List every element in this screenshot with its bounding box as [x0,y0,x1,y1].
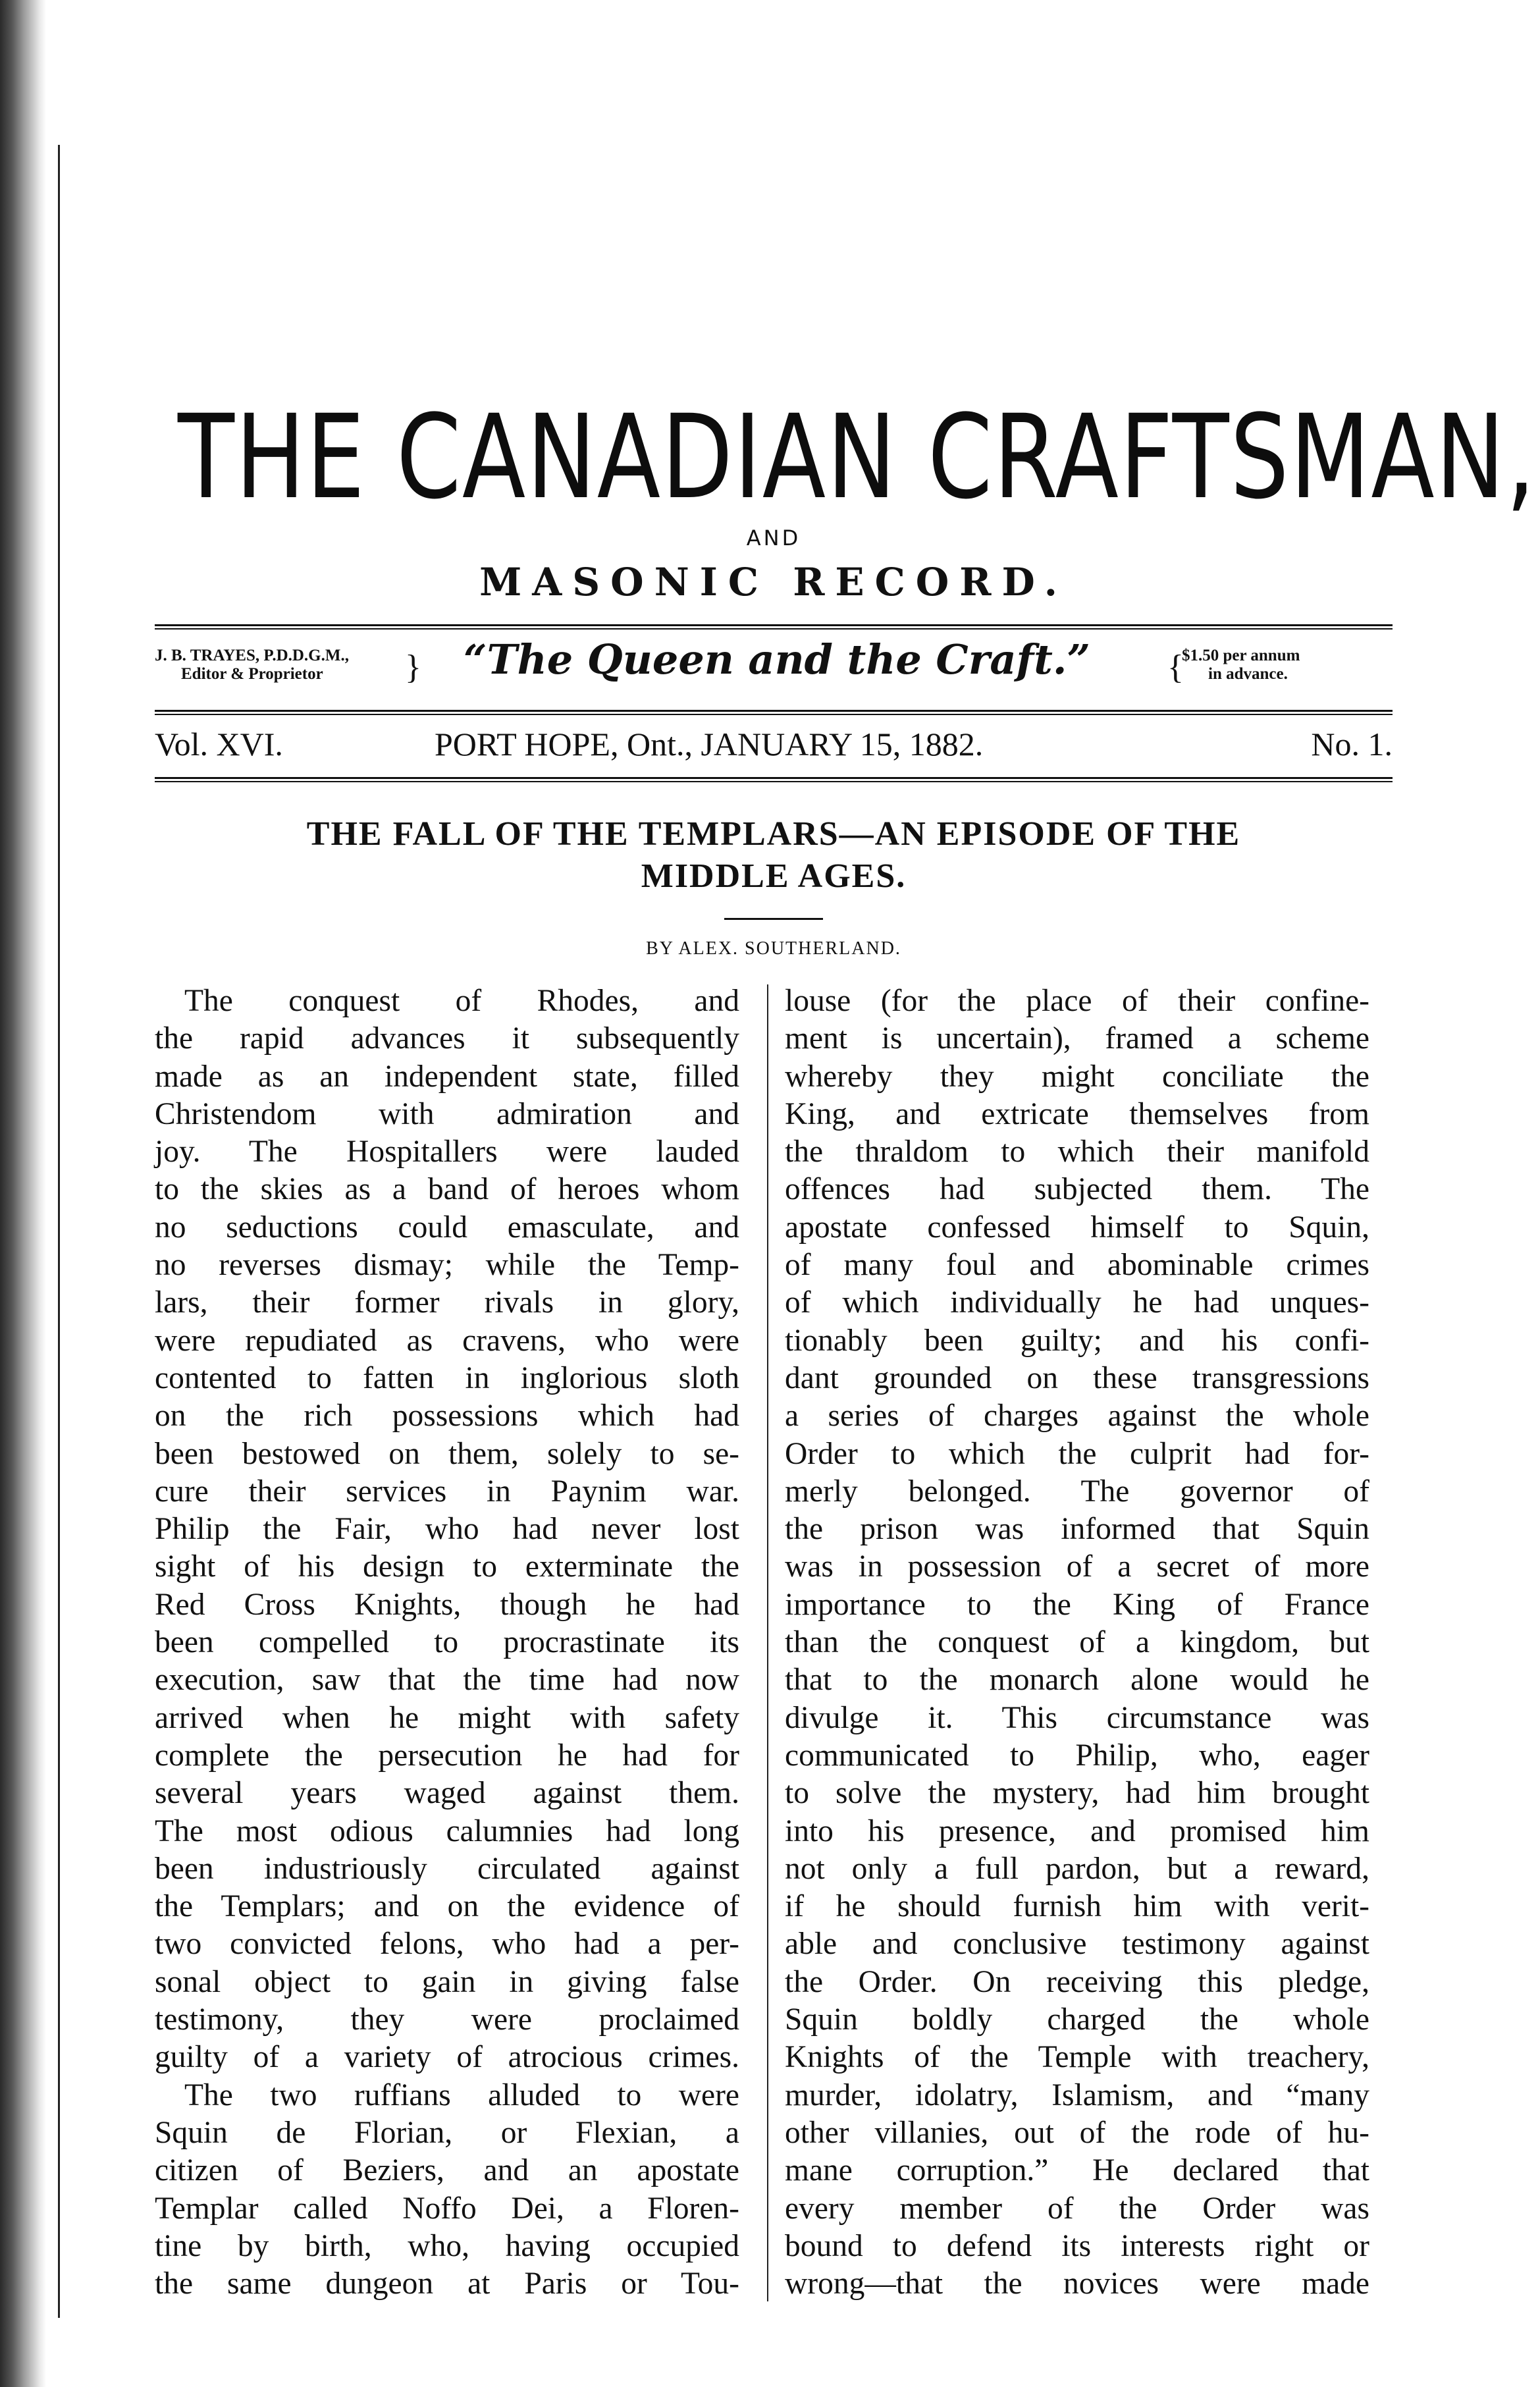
text-line: Knights of the Temple with treachery, [785,2040,1369,2075]
text-line: the thraldom to which their manifold [785,1135,1369,1169]
volume-number: Vol. XVI. [155,726,283,763]
text-line: Squin boldly charged the whole [785,2002,1369,2037]
text-line: not only a full pardon, but a reward, [785,1851,1369,1886]
masthead-title: THE CANADIAN CRAFTSMAN, [178,390,1537,525]
text-line: the rapid advances it subsequently [155,1021,739,1056]
text-line: several years waged against them. [155,1776,739,1811]
text-line: tine by birth, who, having occupied [155,2228,739,2263]
text-line: mane corruption.” He declared that [785,2153,1369,2188]
price-info [1167,647,1393,686]
text-line: Philip the Fair, who had never lost [155,1512,739,1547]
text-line: guilty of a variety of atrocious crimes. [155,2040,739,2075]
text-line: murder, idolatry, Islamism, and “many [785,2078,1369,2112]
text-line: arrived when he might with safety [155,1700,739,1735]
text-line: Templar called Noffo Dei, a Floren- [155,2191,739,2226]
dateline-bottom-rule [155,777,1393,782]
text-line: divulge it. This circumstance was [785,1700,1369,1735]
text-line: importance to the King of France [785,1587,1369,1622]
headline-line-2: MIDDLE AGES. [641,857,907,895]
text-line: able and conclusive testimony against [785,1927,1369,1962]
text-line: other villanies, out of the rode of hu- [785,2115,1369,2150]
text-line: Christendom with admiration and [155,1096,739,1131]
text-line: Order to which the culprit had for- [785,1436,1369,1471]
dateline-top-rule [155,710,1393,715]
text-line: to the skies as a band of heroes whom [155,1172,739,1207]
price-amount: $1.50 per annum [1182,647,1300,664]
text-line: every member of the Order was [785,2191,1369,2226]
article-left-column [155,982,739,2303]
text-line: bound to defend its interests right or [785,2228,1369,2263]
text-line: no reverses dismay; while the Temp- [155,1248,739,1283]
scan-edge-shadow [0,0,46,2387]
editor-brace: } [405,649,421,686]
text-line: contented to fatten in inglorious sloth [155,1360,739,1395]
text-line: tionably been guilty; and his confi- [785,1323,1369,1358]
masthead-subtitle: MASONIC RECORD. [479,560,1068,604]
text-line: the prison was informed that Squin [785,1512,1369,1547]
text-line: were repudiated as cravens, who were [155,1323,739,1358]
text-line: citizen of Beziers, and an apostate [155,2153,739,2188]
headline-line-1: THE FALL OF THE TEMPLARS—AN EPISODE OF THE [306,815,1241,853]
text-line: Squin de Florian, or Flexian, a [155,2115,739,2150]
article-right-column [785,982,1369,2303]
text-line: if he should furnish him with verit- [785,1889,1369,1924]
text-line: The conquest of Rhodes, and [184,984,739,1018]
text-line: sonal object to gain in giving false [155,1964,739,1999]
text-line: cure their services in Paynim war. [155,1474,739,1509]
text-line: the Order. On receiving this pledge, [785,1964,1369,1999]
text-line: testimony, they were proclaimed [155,2002,739,2037]
text-line: made as an independent state, filled [155,1059,739,1094]
text-line: merly belonged. The governor of [785,1474,1369,1509]
text-line: whereby they might conciliate the [785,1059,1369,1094]
text-line: apostate confessed himself to Squin, [785,1210,1369,1245]
article-headline [155,813,1393,898]
text-line: been industriously circulated against [155,1851,739,1886]
text-line: to solve the mystery, had him brought [785,1776,1369,1811]
text-line: the same dungeon at Paris or Tou- [155,2266,739,2301]
text-line: communicated to Philip, who, eager [785,1738,1369,1773]
editor-info [155,647,431,684]
text-line: a series of charges against the whole [785,1399,1369,1434]
editor-role: Editor & Proprietor [181,665,323,683]
text-line: wrong—that the novices were made [785,2266,1369,2301]
text-line: been compelled to procrastinate its [155,1625,739,1660]
text-line: offences had subjected them. The [785,1172,1369,1207]
text-line: joy. The Hospitallers were lauded [155,1135,739,1169]
text-line: of many foul and abominable crimes [785,1248,1369,1283]
motto: “The Queen and the Craft.” [463,635,1091,684]
text-line: louse (for the place of their confine- [785,984,1369,1018]
text-line: ment is uncertain), framed a scheme [785,1021,1369,1056]
text-line: King, and extricate themselves from [785,1096,1369,1131]
editor-name: J. B. TRAYES, P.D.D.G.M., [155,647,349,664]
dateline [155,721,1393,767]
text-line: was in possession of a secret of more [785,1549,1369,1584]
text-line: execution, saw that the time had now [155,1663,739,1698]
text-line: sight of his design to exterminate the [155,1549,739,1584]
issue-number: No. 1. [1311,726,1393,763]
text-line: The two ruffians alluded to were [184,2078,739,2112]
text-line: Red Cross Knights, though he had [155,1587,739,1622]
column-divider [767,984,768,2301]
text-line: dant grounded on these transgressions [785,1360,1369,1395]
price-brace: { [1167,649,1184,686]
place-and-date: PORT HOPE, Ont., JANUARY 15, 1882. [435,726,984,763]
article-byline: BY ALEX. SOUTHERLAND. [646,938,901,959]
text-line: that to the monarch alone would he [785,1663,1369,1698]
text-line: on the rich possessions which had [155,1399,739,1434]
price-terms: in advance. [1208,665,1288,683]
text-line: than the conquest of a kingdom, but [785,1625,1369,1660]
text-line: into his presence, and promised him [785,1813,1369,1848]
text-line: the Templars; and on the evidence of [155,1889,739,1924]
text-line: The most odious calumnies had long [155,1813,739,1848]
headline-divider [724,918,823,920]
newspaper-page [155,0,1537,2387]
text-line: complete the persecution he had for [155,1738,739,1773]
text-line: been bestowed on them, solely to se- [155,1436,739,1471]
text-line: no seductions could emasculate, and [155,1210,739,1245]
text-line: lars, their former rivals in glory, [155,1285,739,1320]
header-top-rule [155,624,1393,630]
text-line: two convicted felons, who had a per- [155,1927,739,1962]
masthead-and: AND [746,525,801,550]
text-line: of which individually he had unques- [785,1285,1369,1320]
